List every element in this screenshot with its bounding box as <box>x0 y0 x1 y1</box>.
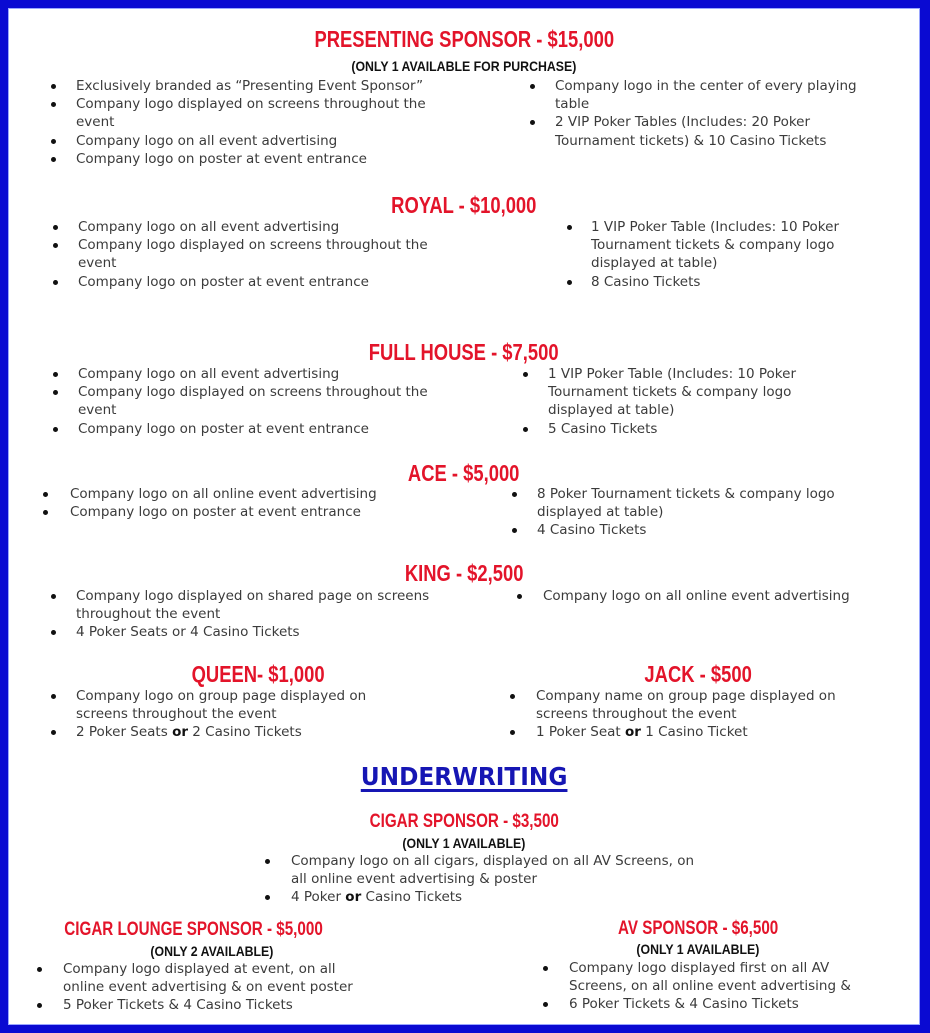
benefit-text: Company logo on all online event advertising <box>70 486 377 502</box>
benefit-text: Tournament tickets & company logo <box>591 237 835 254</box>
benefit-text: Company logo displayed on shared page on screens <box>76 588 430 604</box>
benefit-text <box>536 723 836 741</box>
benefit-text: Company logo on all cigars, displayed on all AV Screens, on <box>291 853 695 869</box>
benefit-text: Company logo displayed first on all AV <box>569 960 830 976</box>
benefit-text: Company logo displayed on screens throughout the <box>76 96 426 113</box>
benefit-text <box>291 888 694 906</box>
benefit-item <box>536 687 836 723</box>
benefit-text: 5 Casino Tickets <box>548 420 658 437</box>
bullet-icon <box>51 84 56 89</box>
benefit-text: 4 Poker Seats or 4 Casino Tickets <box>76 624 300 641</box>
queen-title: QUEEN- $1,000 <box>191 661 325 687</box>
benefit-text: displayed at table) <box>591 255 718 272</box>
bullet-icon <box>51 102 56 107</box>
bullet-icon <box>53 372 58 377</box>
cigar-lounge-availability-note <box>32 943 392 959</box>
bullet-icon <box>512 528 517 533</box>
presenting-benefits-right <box>555 77 857 150</box>
bullet-icon <box>510 730 515 735</box>
benefit-item <box>78 236 428 272</box>
bullet-icon <box>51 157 56 162</box>
underwriting-heading <box>8 762 920 792</box>
benefit-item <box>76 77 426 95</box>
benefit-text: throughout the event <box>76 606 221 623</box>
benefit-item <box>76 95 426 131</box>
benefit-text: event <box>78 255 117 272</box>
ace-benefits-right <box>537 485 835 540</box>
full-house-title: FULL HOUSE - $7,500 <box>369 339 559 365</box>
royal-benefits-right <box>591 218 839 291</box>
benefit-emphasis: or <box>625 724 641 741</box>
benefit-item <box>78 365 428 383</box>
bullet-icon <box>43 510 48 515</box>
bullet-icon <box>530 120 535 125</box>
full-house-heading <box>8 339 920 365</box>
bullet-icon <box>567 225 572 230</box>
bullet-icon <box>510 694 515 699</box>
benefit-text-part: 1 Casino Ticket <box>640 724 748 741</box>
jack-heading <box>498 661 898 687</box>
benefit-text: Company logo on poster at event entrance <box>70 504 361 521</box>
king-benefits-right <box>543 587 850 605</box>
bullet-icon <box>53 243 58 248</box>
bullet-icon <box>523 372 528 377</box>
presenting-sponsor-heading <box>8 26 920 52</box>
benefit-text: Company logo displayed at event, on all <box>63 961 336 977</box>
benefit-text: Company logo on all event advertising <box>78 366 340 382</box>
benefit-text: all online event advertising & poster <box>291 871 538 888</box>
ace-heading <box>8 460 920 486</box>
benefit-item <box>591 218 839 273</box>
benefit-text: Company logo in the center of every playing <box>555 78 857 94</box>
benefit-item <box>536 723 836 741</box>
benefit-item <box>291 888 694 906</box>
jack-benefits <box>536 687 836 742</box>
presenting-benefits-left <box>76 77 426 168</box>
bullet-icon <box>512 492 517 497</box>
underwriting-title: UNDERWRITING <box>360 762 568 791</box>
benefit-text: 1 VIP Poker Table (Includes: 10 Poker <box>591 219 839 235</box>
benefit-text: Company logo on poster at event entrance <box>78 273 369 290</box>
presenting-note-text: (ONLY 1 AVAILABLE FOR PURCHASE) <box>351 58 577 74</box>
benefit-text: Tournament tickets & company logo <box>548 384 792 401</box>
bullet-icon <box>51 139 56 144</box>
bullet-icon <box>51 694 56 699</box>
benefit-text: 6 Poker Tickets & 4 Casino Tickets <box>569 996 799 1013</box>
cigar-sponsor-heading <box>8 811 920 833</box>
cigar-lounge-note-text: (ONLY 2 AVAILABLE) <box>150 943 274 959</box>
benefit-text <box>76 723 366 741</box>
benefit-item <box>70 485 377 503</box>
benefit-text: screens throughout the event <box>76 706 277 723</box>
bullet-icon <box>543 1002 548 1007</box>
benefit-item <box>537 485 835 521</box>
benefit-item <box>78 383 428 419</box>
benefit-text: Tournament tickets) & 10 Casino Tickets <box>555 132 827 149</box>
benefit-text: Company logo on poster at event entrance <box>78 420 369 437</box>
benefit-item <box>63 996 353 1014</box>
benefit-item <box>76 150 426 168</box>
benefit-text: 1 VIP Poker Table (Includes: 10 Poker <box>548 366 796 382</box>
full-house-benefits-left <box>78 365 428 438</box>
bullet-icon <box>51 594 56 599</box>
benefit-text: 8 Casino Tickets <box>591 273 701 290</box>
benefit-item <box>548 420 796 438</box>
king-heading <box>8 560 920 586</box>
benefit-item <box>555 113 857 149</box>
benefit-text: screens throughout the event <box>536 706 737 723</box>
benefit-text: Company logo on poster at event entrance <box>76 150 367 167</box>
royal-title: ROYAL - $10,000 <box>391 192 537 218</box>
benefit-item <box>569 995 851 1013</box>
benefit-item <box>78 420 428 438</box>
benefit-text: event <box>78 402 117 419</box>
cigar-lounge-title: CIGAR LOUNGE SPONSOR - $5,000 <box>64 919 323 940</box>
benefit-text: Company logo on all online event advertising <box>543 588 850 604</box>
queen-heading <box>58 661 458 687</box>
king-benefits-left <box>76 587 429 642</box>
benefit-text: table <box>555 96 590 113</box>
full-house-benefits-right <box>548 365 796 438</box>
cigar-availability-note <box>8 835 920 851</box>
bullet-icon <box>265 895 270 900</box>
bullet-icon <box>37 967 42 972</box>
bullet-icon <box>53 280 58 285</box>
cigar-sponsor-benefits <box>291 852 694 907</box>
benefit-item <box>76 587 429 623</box>
presenting-sponsor-title: PRESENTING SPONSOR - $15,000 <box>314 26 614 52</box>
benefit-item <box>63 960 353 996</box>
benefit-text: Company logo displayed on screens throughout the <box>78 384 428 401</box>
benefit-emphasis: or <box>172 724 188 741</box>
cigar-sponsor-title: CIGAR SPONSOR - $3,500 <box>369 811 559 832</box>
bullet-icon <box>543 966 548 971</box>
benefit-item <box>76 623 429 641</box>
benefit-text-part: 2 Poker Seats <box>76 724 173 741</box>
benefit-item <box>291 852 694 888</box>
royal-heading <box>8 192 920 218</box>
benefit-text: Exclusively branded as “Presenting Event Sponsor” <box>76 78 424 94</box>
av-sponsor-benefits <box>569 959 851 1014</box>
benefit-text: online event advertising & on event poster <box>63 979 353 996</box>
benefit-text-part: 4 Poker <box>291 889 346 906</box>
presenting-availability-note <box>8 58 920 74</box>
bullet-icon <box>53 390 58 395</box>
bullet-icon <box>53 427 58 432</box>
ace-title: ACE - $5,000 <box>408 460 520 486</box>
bullet-icon <box>51 630 56 635</box>
benefit-text-part: 1 Poker Seat <box>536 724 626 741</box>
benefit-text: displayed at table) <box>537 504 664 521</box>
benefit-item <box>548 365 796 420</box>
cigar-lounge-benefits <box>63 960 353 1015</box>
benefit-item <box>537 521 835 539</box>
bullet-icon <box>51 730 56 735</box>
benefit-text: 8 Poker Tournament tickets & company logo <box>537 486 835 502</box>
benefit-text: 5 Poker Tickets & 4 Casino Tickets <box>63 997 293 1014</box>
benefit-text: Company logo on all event advertising <box>78 219 340 235</box>
ace-benefits-left <box>70 485 377 521</box>
bullet-icon <box>43 492 48 497</box>
benefit-item <box>543 587 850 605</box>
benefit-item <box>78 273 428 291</box>
benefit-item <box>78 218 428 236</box>
royal-benefits-left <box>78 218 428 291</box>
av-availability-note <box>548 941 848 957</box>
bullet-icon <box>53 225 58 230</box>
cigar-note-text: (ONLY 1 AVAILABLE) <box>402 835 526 851</box>
av-note-text: (ONLY 1 AVAILABLE) <box>636 941 760 957</box>
av-sponsor-heading <box>548 918 848 940</box>
benefit-text-part: 2 Casino Tickets <box>188 724 302 741</box>
benefit-text: Company logo on all event advertising <box>76 132 338 149</box>
benefit-item <box>555 77 857 113</box>
bullet-icon <box>523 427 528 432</box>
bullet-icon <box>265 859 270 864</box>
benefit-item <box>76 723 366 741</box>
benefit-item <box>569 959 851 995</box>
cigar-lounge-heading <box>32 919 332 941</box>
bullet-icon <box>567 280 572 285</box>
jack-title: JACK - $500 <box>644 661 752 687</box>
benefit-text: 2 VIP Poker Tables (Includes: 20 Poker <box>555 114 811 131</box>
benefit-text: Company name on group page displayed on <box>536 688 836 704</box>
bullet-icon <box>37 1003 42 1008</box>
benefit-text: Company logo on group page displayed on <box>76 688 367 704</box>
benefit-text: Company logo displayed on screens throughout the <box>78 237 428 254</box>
benefit-text-part: Casino Tickets <box>361 889 463 906</box>
av-sponsor-title: AV SPONSOR - $6,500 <box>617 918 779 939</box>
benefit-emphasis: or <box>345 889 362 906</box>
benefit-text: event <box>76 114 115 131</box>
benefit-text: 4 Casino Tickets <box>537 522 647 539</box>
benefit-item <box>591 273 839 291</box>
king-title: KING - $2,500 <box>404 560 524 586</box>
benefit-item <box>76 687 366 723</box>
benefit-text: displayed at table) <box>548 402 675 419</box>
benefit-item <box>76 132 426 150</box>
bullet-icon <box>530 84 535 89</box>
benefit-text: Screens, on all online event advertising & <box>569 978 851 995</box>
bullet-icon <box>517 594 522 599</box>
queen-benefits <box>76 687 366 742</box>
benefit-item <box>70 503 377 521</box>
sponsorship-sheet <box>8 8 920 1025</box>
